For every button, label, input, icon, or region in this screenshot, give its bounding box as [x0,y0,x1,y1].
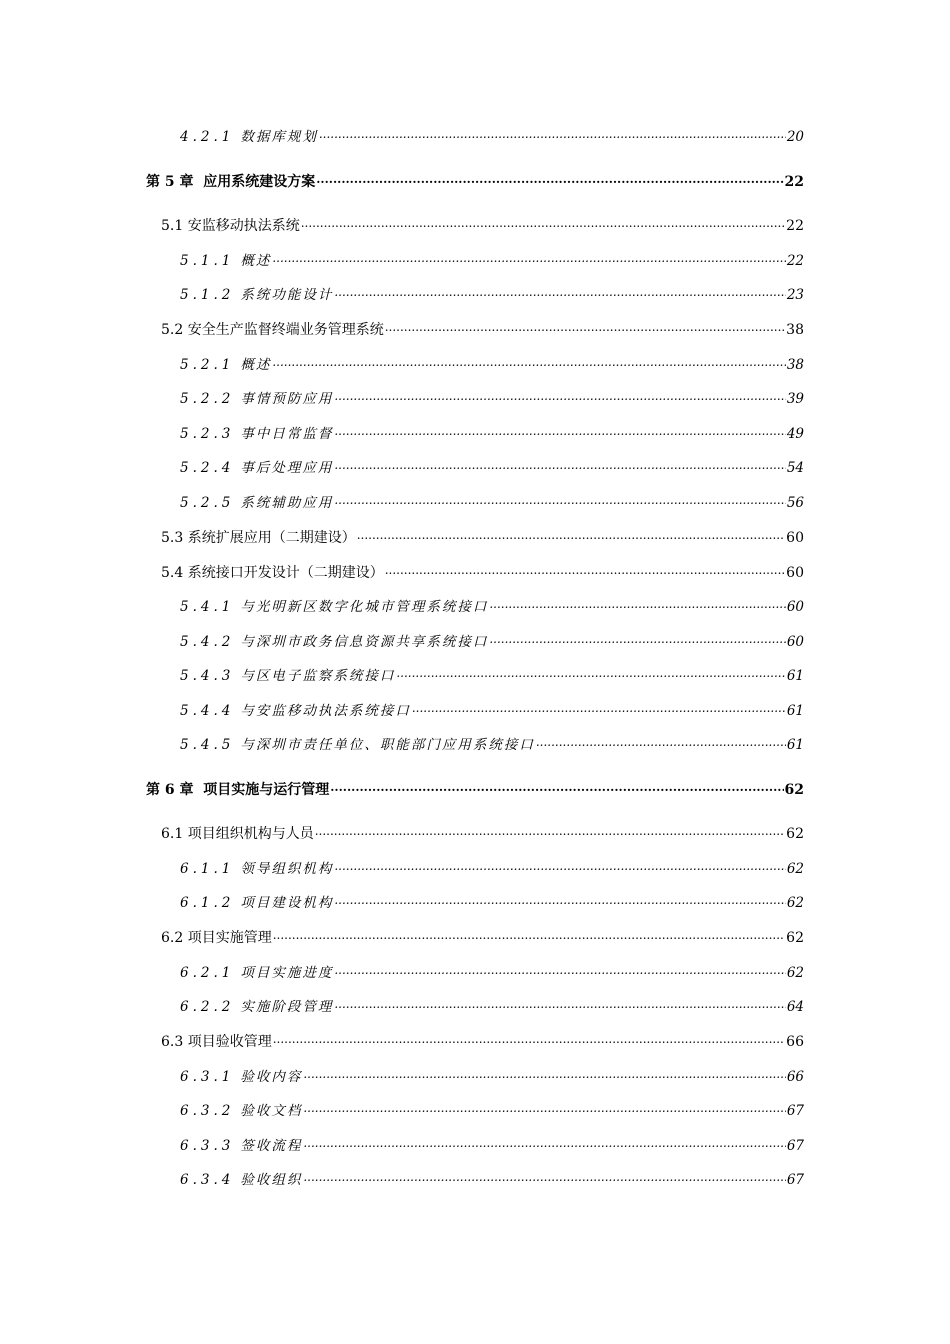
leader-dots [303,1067,785,1081]
leader-dots [334,389,785,403]
toc-entry[interactable]: 5.1.1 概述 ..... 22 [180,251,804,270]
toc-entry[interactable]: 6.3.1 验收内容 ..... 66 [180,1067,804,1086]
page-number: 67 [786,1172,804,1188]
page-number: 61 [786,737,804,753]
leader-dots [357,528,785,542]
page-number: 67 [786,1138,804,1154]
leader-dots [334,285,785,299]
toc-entry[interactable]: 6.2.1 项目实施进度 ..... 62 [180,963,804,982]
toc-section-entry[interactable]: 5.2 安全生产监督终端业务管理系统 ..... 38 [161,320,804,339]
toc-entry[interactable]: 5.4.4 与安监移动执法系统接口 ..... 61 [180,701,804,720]
leader-dots [334,424,785,438]
page-number: 67 [786,1103,804,1119]
toc-section-entry[interactable]: 6.2 项目实施管理 ..... 62 [161,928,804,947]
page-number: 62 [786,861,804,877]
page-number: 61 [786,703,804,719]
leader-dots [272,251,785,265]
leader-dots [316,172,783,186]
leader-dots [303,1170,785,1184]
toc-entry[interactable]: 5.1.2 系统功能设计 ..... 23 [180,285,804,304]
toc-chapter-entry[interactable]: 第 5 章 应用系统建设方案 ..... 22 [146,172,804,191]
leader-dots [303,1101,785,1115]
leader-dots [536,735,786,749]
page-number: 23 [786,287,804,303]
leader-dots [315,824,785,838]
leader-dots [272,355,785,369]
page-number: 62 [786,930,804,946]
leader-dots [489,632,785,646]
page-number: 38 [786,357,804,373]
toc-entry[interactable]: 6.1.1 领导组织机构 ..... 62 [180,859,804,878]
leader-dots [334,893,785,907]
page-number: 54 [786,460,804,476]
leader-dots [334,493,785,507]
page-number: 20 [786,129,804,145]
leader-dots [489,597,785,611]
toc-entry[interactable]: 5.4.5 与深圳市责任单位、职能部门应用系统接口 ..... 61 [180,735,804,754]
page-number: 62 [786,965,804,981]
page-number: 66 [786,1034,804,1050]
toc-entry[interactable]: 5.4.3 与区电子监察系统接口 ..... 61 [180,666,804,685]
toc-section-entry[interactable]: 5.3 系统扩展应用（二期建设） ..... 60 [161,528,804,547]
toc-chapter-entry[interactable]: 第 6 章 项目实施与运行管理 ..... 62 [146,780,804,799]
toc-entry[interactable]: 5.2.4 事后处理应用 ..... 54 [180,458,804,477]
toc-entry[interactable]: 6.3.2 验收文档 ..... 67 [180,1101,804,1120]
toc-entry[interactable]: 6.1.2 项目建设机构 ..... 62 [180,893,804,912]
page-number: 56 [786,495,804,511]
page-number: 22 [786,253,804,269]
page-number: 49 [786,426,804,442]
leader-dots [396,666,785,680]
toc-entry[interactable]: 5.4.1 与光明新区数字化城市管理系统接口 ..... 60 [180,597,804,616]
toc-entry[interactable]: 5.2.2 事情预防应用 ..... 39 [180,389,804,408]
leader-dots [303,1136,785,1150]
page-number: 60 [786,530,804,546]
page-number: 62 [784,782,804,798]
toc-entry[interactable]: 5.2.3 事中日常监督 ..... 49 [180,424,804,443]
leader-dots [412,701,786,715]
leader-dots [273,928,785,942]
page-number: 38 [786,322,804,338]
toc-entry[interactable]: 5.2.5 系统辅助应用 ..... 56 [180,493,804,512]
page-number: 64 [786,999,804,1015]
toc-entry[interactable]: 6.2.2 实施阶段管理 ..... 64 [180,997,804,1016]
page-number: 39 [786,391,804,407]
toc-entry[interactable]: 4.2.1 数据库规划 ..... 20 [180,127,804,146]
toc-entry[interactable]: 5.2.1 概述 ..... 38 [180,355,804,374]
toc-section-entry[interactable]: 5.4 系统接口开发设计（二期建设） ..... 60 [161,563,804,582]
toc-section-entry[interactable]: 6.1 项目组织机构与人员 ..... 62 [161,824,804,843]
toc-section-entry[interactable]: 5.1 安监移动执法系统 ..... 22 [161,216,804,235]
page-number: 66 [786,1069,804,1085]
page-number: 60 [786,599,804,615]
toc-entry[interactable]: 6.3.3 签收流程 ..... 67 [180,1136,804,1155]
leader-dots [334,458,785,472]
toc-entry[interactable]: 5.4.2 与深圳市政务信息资源共享系统接口 ..... 60 [180,632,804,651]
leader-dots [301,216,785,230]
page-number: 61 [786,668,804,684]
leader-dots [330,780,783,794]
page-number: 22 [786,218,804,234]
leader-dots [334,997,785,1011]
leader-dots [273,1032,785,1046]
leader-dots [334,963,785,977]
page-number: 22 [784,174,804,190]
page-number: 60 [786,634,804,650]
leader-dots [385,563,785,577]
leader-dots [385,320,785,334]
toc-section-entry[interactable]: 6.3 项目验收管理 ..... 66 [161,1032,804,1051]
leader-dots [319,127,786,141]
leader-dots [334,859,785,873]
page-number: 60 [786,565,804,581]
toc-entry[interactable]: 6.3.4 验收组织 ..... 67 [180,1170,804,1189]
page-number: 62 [786,826,804,842]
page-number: 62 [786,895,804,911]
